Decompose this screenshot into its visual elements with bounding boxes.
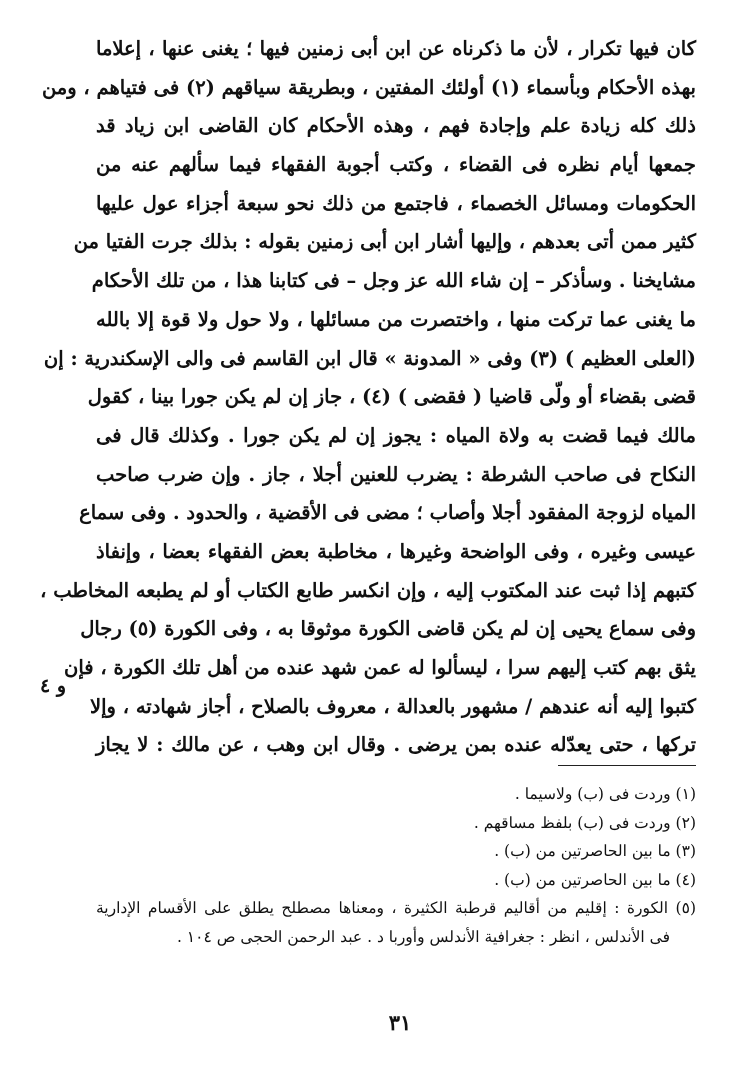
text-line: (العلى العظيم ) (٣) وفى « المدونة » قال ابن القاسم فى والى الإسكندرية : إن (43, 346, 696, 370)
text-line: بهذه الأحكام وبأسماء (١) أولئك المفتين ، وبطريقة سياقهم (٢) فى فتياهم ، ومن (41, 75, 696, 99)
text-line: تركها ، حتى يعدّله عنده بمن يرضى . وقال ابن وهب ، عن مالك : لا يجاز (96, 733, 696, 757)
footnote: (٥) الكورة : إقليم من أقاليم قرطبة الكثيرة ، ومعناها مصطلح يطلق على الأقسام الإدارية (96, 899, 696, 917)
footnote: (٤) ما بين الحاصرتين من (ب) . (494, 870, 696, 889)
footnote: (١) وردت فى (ب) ولاسيما . (514, 785, 696, 803)
page-number: ٣١ (388, 1010, 412, 1035)
text-line: قضى بقضاء أو ولّى قاضيا ( فقضى ) (٤) ، جاز إن لم يكن جورا بينا ، كقول (87, 385, 696, 409)
footnote-continuation: فى الأندلس ، انظر : جغرافية الأندلس وأوربا د . عبد الرحمن الحجى ص ١٠٤ . (176, 927, 670, 946)
text-line: مالك فيما قضت به ولاة المياه : يجوز إن لم يكن جورا . وكذلك قال فى (96, 423, 696, 447)
text-line: ما يغنى عما تركت منها ، واختصرت من مسائلها ، ولا حول ولا قوة إلا بالله (96, 307, 696, 331)
footnote: (٣) ما بين الحاصرتين من (ب) . (494, 842, 696, 860)
manuscript-folio-marker: و ٤ (40, 675, 67, 697)
text-line: كتبوا إليه أنه عندهم / مشهور بالعدالة ، معروف بالصلاح ، أجاز شهادته ، وإلا (90, 694, 696, 718)
footnote: (٢) وردت فى (ب) بلفظ مساقهم . (473, 813, 696, 832)
footnote-separator (558, 765, 696, 766)
text-line: كان فيها تكرار ، لأن ما ذكرناه عن ابن أبى زمنين فيها ؛ يغنى عنها ، إعلاما (96, 37, 696, 60)
text-line: النكاح فى صاحب الشرطة : يضرب للعنين أجلا ، جاز . وإن ضرب صاحب (96, 462, 696, 486)
text-line: كثير ممن أتى بعدهم ، وإليها أشار ابن أبى زمنين بقوله : بذلك جرت الفتيا من (73, 230, 696, 254)
text-line: يثق بهم كتب إليهم سرا ، ليسألوا له عمن شهد عنده من أهل تلك الكورة ، فإن (64, 656, 696, 679)
text-line: عيسى وغيره ، وفى الواضحة وغيرها ، مخاطبة بعض الفقهاء بعضا ، وإنفاذ (96, 539, 696, 563)
text-line: ذلك كله زيادة علم وإجادة فهم ، وهذه الأحكام كان القاضى ابن زياد قد (96, 114, 696, 138)
footnotes-block (96, 780, 696, 951)
text-line: وفى سماع يحيى إن لم يكن قاضى الكورة موثوقا به ، وفى الكورة (٥) رجال (80, 617, 696, 641)
text-line: الحكومات ومسائل الخصماء ، فاجتمع من ذلك نحو سبعة أجزاء عول عليها (96, 191, 696, 215)
text-line: جمعها أيام نظره فى القضاء ، وكتب أجوبة الفقهاء فيما سألهم عنه من (96, 153, 696, 177)
text-line: كتبهم إذا ثبت عند المكتوب إليه ، وإن انكسر طابع الكتاب أو لم يطبعه المخاطب ، (40, 578, 696, 602)
text-line: المياه لزوجة المفقود أجلا وأصاب ؛ مضى فى الأقضية ، والحدود . وفى سماع (79, 501, 696, 525)
text-line: مشايخنا . وسأذكر – إن شاء الله عز وجل – فى كتابنا هذا ، من تلك الأحكام (91, 269, 696, 293)
